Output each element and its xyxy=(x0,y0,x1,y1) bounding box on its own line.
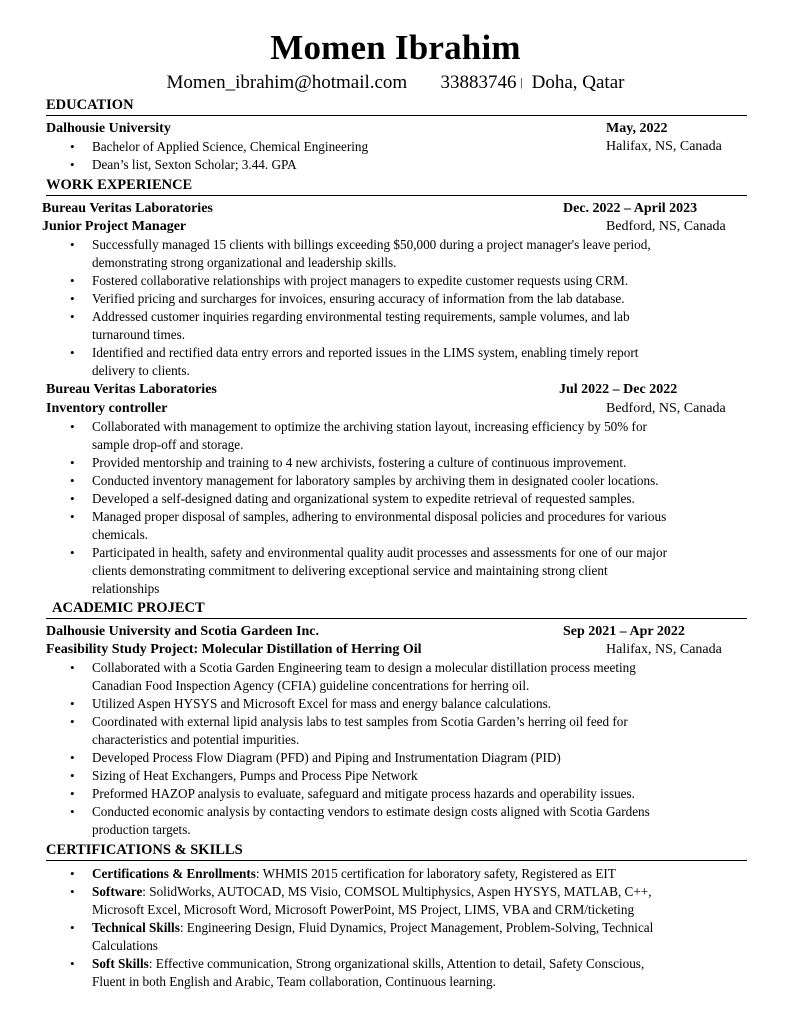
list-item: • Certifications & Enrollments: WHMIS 2015 certification for laboratory safety, Registered as EIT xyxy=(70,866,616,881)
list-item: • Collaborated with management to optimize the archiving station layout, increasing efficiency by 50% for sample drop-off and storage. xyxy=(70,419,647,452)
contact-location: Doha, Qatar xyxy=(531,72,625,93)
skills-bullets xyxy=(70,865,742,991)
list-item: • Sizing of Heat Exchangers, Pumps and Process Pipe Network xyxy=(70,768,418,783)
list-item: • Software: SolidWorks, AUTOCAD, MS Visio, COMSOL Multiphysics, Aspen HYSYS, MATLAB, C++, Microsoft Excel, Microsoft Word, Microsoft PowerPoint, MS Project, LIMS, VBA and CRM/ticketing xyxy=(70,884,652,917)
list-item: • Provided mentorship and training to 4 new archivists, fostering a culture of continuous improvement. xyxy=(70,455,627,470)
list-item: • Soft Skills: Effective communication, Strong organizational skills, Attention to detail, Safety Conscious, Fluent in both English and Arabic, Team collaboration, Continuous learning. xyxy=(70,956,645,989)
list-item: • Dean’s list, Sexton Scholar; 3.44. GPA xyxy=(70,157,297,172)
job-location: Bedford, NS, Canada xyxy=(606,401,726,416)
list-item: • Collaborated with a Scotia Garden Engineering team to design a molecular distillation process meeting Canadian Food Inspection Agency (CFIA) guideline concentrations for herring oil. xyxy=(70,660,636,693)
job-company: Bureau Veritas Laboratories xyxy=(46,382,217,397)
list-item: • Utilized Aspen HYSYS and Microsoft Excel for mass and energy balance calculations. xyxy=(70,696,551,711)
section-work-experience xyxy=(46,175,747,196)
section-heading: CERTIFICATIONS & SKILLS xyxy=(46,842,243,858)
list-item: • Developed Process Flow Diagram (PFD) and Piping and Instrumentation Diagram (PID) xyxy=(70,750,561,765)
list-item: • Conducted economic analysis by contacting vendors to estimate design costs aligned with Scotia Gardens production targets. xyxy=(70,804,650,837)
list-item: • Successfully managed 15 clients with billings exceeding $50,000 during a project manager's leave period, demonstrating strong organizational and leadership skills. xyxy=(70,237,651,270)
section-certifications-skills xyxy=(46,840,747,861)
contact-separator: | xyxy=(520,75,523,89)
list-item: • Developed a self-designed dating and organizational system to expedite retrieval of requested samples. xyxy=(70,491,635,506)
contact-line xyxy=(0,70,791,95)
section-academic-project xyxy=(46,598,747,619)
job-title: Inventory controller xyxy=(46,401,168,416)
list-item: • Preformed HAZOP analysis to evaluate, safeguard and mitigate process hazards and operability issues. xyxy=(70,786,635,801)
list-item: • Participated in health, safety and environmental quality audit processes and assessments for one of our major clients demonstrating commitment to delivering exceptional service and maintaining strong client relationships xyxy=(70,545,667,596)
list-item: • Fostered collaborative relationships with project managers to expedite customer requests using CRM. xyxy=(70,273,629,288)
job-date: Jul 2022 – Dec 2022 xyxy=(559,382,678,397)
list-item: • Coordinated with external lipid analysis labs to test samples from Scotia Garden’s herring oil feed for characteristics and potential impurities. xyxy=(70,714,628,747)
list-item: • Bachelor of Applied Science, Chemical Engineering xyxy=(70,139,369,154)
project-org: Dalhousie University and Scotia Gardeen Inc. xyxy=(46,624,320,639)
section-heading: EDUCATION xyxy=(46,97,134,113)
section-education xyxy=(46,95,747,116)
section-heading: WORK EXPERIENCE xyxy=(46,177,193,193)
list-item: • Conducted inventory management for laboratory samples by archiving them in designated cooler locations. xyxy=(70,473,659,488)
education-date: May, 2022 xyxy=(606,121,668,136)
candidate-name: Momen Ibrahim xyxy=(270,28,521,67)
section-heading: ACADEMIC PROJECT xyxy=(52,600,205,616)
list-item: • Addressed customer inquiries regarding environmental testing requirements, sample volumes, and lab turnaround times. xyxy=(70,309,630,342)
project-bullets xyxy=(70,659,742,839)
job-date: Dec. 2022 – April 2023 xyxy=(563,201,698,216)
project-location: Halifax, NS, Canada xyxy=(606,642,722,657)
education-school: Dalhousie University xyxy=(46,121,171,136)
list-item: • Verified pricing and surcharges for invoices, ensuring accuracy of information from the lab database. xyxy=(70,291,625,306)
project-title: Feasibility Study Project: Molecular Distillation of Herring Oil xyxy=(46,642,422,657)
list-item: • Managed proper disposal of samples, adhering to environmental disposal policies and procedures for various chemicals. xyxy=(70,509,667,542)
education-location: Halifax, NS, Canada xyxy=(606,139,722,154)
project-date: Sep 2021 – Apr 2022 xyxy=(563,624,685,639)
job-title: Junior Project Manager xyxy=(42,219,187,234)
contact-phone: 33883746 xyxy=(440,72,517,93)
job-bullets xyxy=(70,418,742,598)
list-item: • Technical Skills: Engineering Design, Fluid Dynamics, Project Management, Problem-Solving, Technical Calculations xyxy=(70,920,654,953)
education-bullets xyxy=(70,138,592,174)
job-bullets xyxy=(70,236,742,380)
contact-email: Momen_ibrahim@hotmail.com xyxy=(166,72,408,93)
job-location: Bedford, NS, Canada xyxy=(606,219,726,234)
job-company: Bureau Veritas Laboratories xyxy=(42,201,213,216)
list-item: • Identified and rectified data entry errors and reported issues in the LIMS system, enabling timely report delivery to clients. xyxy=(70,345,639,378)
